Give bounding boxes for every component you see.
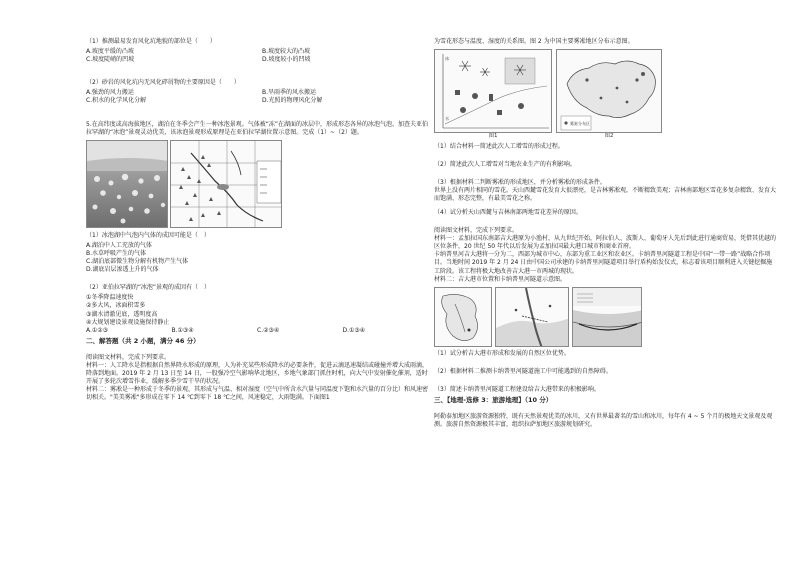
- right-column: [434, 38, 776, 429]
- tunnel-profile: [572, 287, 642, 347]
- reading-2-material-1b: 卡纳普里河吉大港将一分为二，西部为城市中心，东部为重工业区和农业区。卡纳普里河隧道工程是中国“一带一路”战略合作项目。当地时间 2019 年 2 月 24 日由中国公司承建的卡纳普里河隧道项目举行盾构始发仪式，标志着该项目顺利进入关键挖掘施工阶段。该工程将极大地改善吉大港一市两城的现状。: [434, 251, 773, 275]
- ice-label: 冰: [445, 56, 449, 62]
- option[interactable]: A.坡度平缓的凸坡: [86, 48, 134, 56]
- option[interactable]: A.强劲的风力搬运: [86, 89, 134, 97]
- abraham-lake-map: [170, 140, 282, 228]
- option[interactable]: A.湖泊中人工充放的气体: [86, 241, 152, 249]
- tunnel-profile-image: [573, 288, 642, 347]
- section-2-title: 二、解答题（共 2 小题，满分 46 分）: [86, 336, 200, 345]
- question-5-1-stem: （1）冰泡湖中气泡内气体的成因可能是（ ）: [86, 231, 210, 239]
- figure-2-block: [556, 49, 662, 140]
- bangladesh-map-image: [435, 288, 492, 347]
- option[interactable]: D.①③④: [342, 326, 366, 334]
- water-label: 水: [445, 116, 449, 122]
- ice-bubble-photo: [86, 140, 168, 228]
- answer-question-b1: （1）试分析吉大港市形成和发展的自然区位优势。: [434, 349, 570, 357]
- reading-lead: 阅读图文材料，完成下列要求。: [86, 353, 171, 361]
- figure-1-block: [434, 49, 552, 140]
- tunnel-location-map: [495, 287, 569, 347]
- china-map: [556, 49, 662, 133]
- snowflake-chart: [434, 49, 552, 133]
- ice-bubble-image: [87, 141, 168, 228]
- reading-2-lead: 阅读图文材料，完成下列要求。: [434, 227, 519, 235]
- question-5-2-options: [86, 327, 428, 335]
- question-5-2-stem: （2）亚伯拉罕湖的“冰泡”景观的成因有（ ）: [86, 284, 211, 292]
- chittagong-figures: [434, 287, 776, 347]
- figure-1-caption: 图1: [488, 133, 498, 140]
- answer-question-b3: （3）简述卡纳普里河隧道工程建设给吉大港带来的积极影响。: [434, 385, 600, 393]
- material-2: 材料二：雾凇是一种形成于冬季的景观，其形成与气温、相对湿度（空气中所含水汽量与同温度下饱和水汽量的百分比）和风速密切相关。"美美雾凇"多形成在零下 14 ℃到零下 18 ℃之间，风速稳定，大雨饱满。下面图1: [86, 385, 429, 402]
- reading-2-material-2: 材料二：吉大港市位置和卡纳普里河隧道示意图。: [434, 275, 567, 283]
- tunnel-location-image: [496, 288, 569, 347]
- option[interactable]: C.积水的化学风化分解: [86, 97, 147, 105]
- statement-item: ③湖水清澈见底，透明度高: [86, 310, 158, 318]
- lake-map-image: [171, 141, 282, 228]
- figures-row: [434, 49, 776, 140]
- figure-intro: 为雪花形态与温度、湿度的关系图。图 2 为中国主要雾凇地区分布示意图。: [434, 38, 634, 45]
- statement-item: ②多大风，冰面积雪多: [86, 302, 146, 310]
- ice-bubble-figure: [86, 140, 428, 228]
- statement-item: ①冬季降温速度快: [86, 294, 134, 302]
- option[interactable]: C.坡度陡峭的凹坡: [86, 56, 135, 64]
- question-5-intro: 5.在高纬度或高海拔地区，湖泊在冬季会产生一种冰泡景观。气体被“冻”在湖面的冰层中，形成形态各异的冰泡气泡。加查夫亚伯拉罕湖的“冰泡”景观灵动优美，该冰泡景观形成原理是在亚伯拉罕湖位置示意图。完成（1）~（2）题。: [86, 120, 428, 136]
- figure-2-caption: 图2: [604, 133, 614, 140]
- option[interactable]: B.①③④: [171, 326, 194, 334]
- option[interactable]: D.光照的物理风化分解: [262, 97, 323, 105]
- option[interactable]: B.旱雨季的风水搬运: [262, 89, 317, 97]
- question-1-options: [86, 48, 428, 64]
- material-1: 材料一：人工降水是指根据自然界降水形成的原理，人为补充某些形成降水的必要条件，促进云滴迅速凝结或碰撞并增大成雨滴，降落到地面。2019 年 2 月 13 日至 14 日，一股强冷空气影响华北地区，乡地气象部门抓住时机，向大气中发射催化催剂，适时开展了多轮次增雪作业，缓解多季少雪干旱的状况。: [86, 361, 429, 385]
- question-2-stem: （2）砂岩的风化坑内无风化碎屑物的主要原因是（ ）: [86, 79, 240, 87]
- option[interactable]: A.①②③: [86, 326, 109, 334]
- answer-question-b2: （2）根据材料二推测卡纳普里河隧道施工中可能遇到的自然障碍。: [434, 367, 612, 375]
- option[interactable]: B.水草呼吸产生的气体: [86, 249, 147, 257]
- answer-question-2: （2）简述此次人工增雪对当地农业生产的有利影响。: [434, 160, 576, 168]
- reading-2-material-1: 材料一：孟加拉国东南部吉大港原为小渔村，从九世纪开始，阿拉伯人、波斯人、葡萄牙人先后到此进行通商贸易，凭借其优越的区位条件，20 世纪 50 年代以后发展为孟加拉国最大港口城市和商业首府。: [434, 235, 777, 251]
- option[interactable]: C.②③④: [257, 326, 280, 334]
- answer-question-3: （3）根据材料二判断雾凇的形成地区，并分析雾凇的形成条件。: [434, 178, 606, 186]
- china-rime-map: [557, 50, 662, 133]
- option[interactable]: D.湖底岩层渗透上升的气体: [86, 266, 159, 274]
- option[interactable]: C.湖泊底部微生物分解有机物产生气体: [86, 258, 189, 266]
- statement-item: ④大规划建设景观设施保持静止: [86, 318, 170, 326]
- section-3-title: 三、【地理-选修 3：旅游地理】（10 分）: [434, 396, 553, 405]
- question-1-stem: （1）推测最易发育风化坑地貌的部位是（ ）: [86, 38, 216, 45]
- answer-question-3-extra: 世界上没有两片相同的雪花。天山西麓雪花发育大很漂亮，是吉林雾凇观，不断精致美观；吉林南部地区雪花多复杂精致、发育大而饱满、形态完整，有最美雪花之称。: [434, 186, 777, 202]
- reading-3: 阿勒泰加地区旅游资源独特，既有天然景观优美的冰川，又有世界最著名的雪山和冰川，每年有 4 ~ 5 个月的极地天文景观及观测。旅游自然资源极其丰富，组织拉萨加地区旅游规划研究。: [434, 412, 773, 428]
- question-2-options: [86, 89, 428, 105]
- map-legend: 雾凇分布区: [570, 121, 590, 127]
- option[interactable]: B.坡度较大的凸坡: [262, 48, 311, 56]
- option[interactable]: D.坡度较小的凹坡: [262, 56, 311, 64]
- bangladesh-map: [434, 287, 492, 347]
- answer-question-1: （1）结合材料一简述此次人工增雪的形成过程。: [434, 142, 564, 150]
- left-column: [86, 38, 428, 402]
- answer-question-4: （4）试分析天山西麓与吉林南部两地雪花差异的原因。: [434, 208, 582, 216]
- snowflake-diagram: [435, 50, 552, 133]
